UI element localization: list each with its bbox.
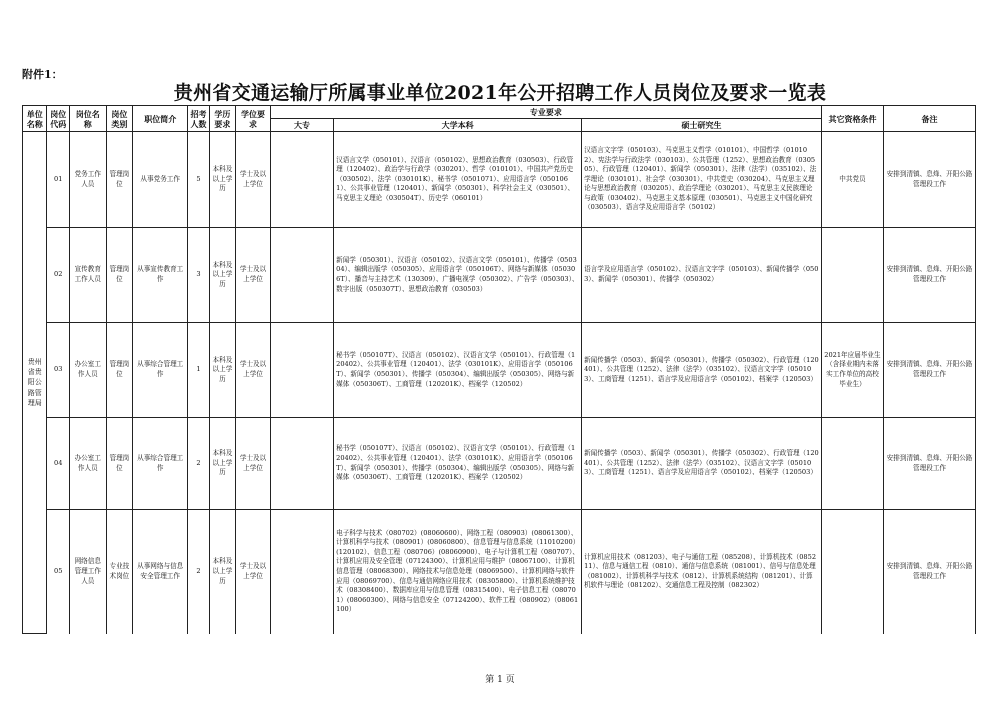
position-intro: 从事网络与信息安全管理工作 bbox=[133, 510, 188, 634]
position-code: 05 bbox=[47, 510, 69, 634]
undergraduate-majors: 秘书学（050107T）、汉语言（050102）、汉语言文学（050101）、行政管理（120402）、公共事业管理（120401）、法学（030101K）、应用语言学（050106T）、新闻学（050301）、传播学（050304）、编辑出版学（050305）、网络与新媒体（050306T）、工商管理（120201K）、档案学（120502） bbox=[334, 323, 582, 418]
education-requirement: 本科及以上学历 bbox=[209, 510, 236, 634]
page-number: 第 1 页 bbox=[485, 675, 515, 685]
position-name: 办公室工作人员 bbox=[69, 418, 106, 510]
remarks: 安排到清镇、息烽、开阳公路管理段工作 bbox=[884, 510, 976, 634]
college-majors bbox=[270, 323, 333, 418]
education-requirement: 本科及以上学历 bbox=[209, 132, 236, 228]
position-code: 04 bbox=[47, 418, 69, 510]
position-intro: 从事综合管理工作 bbox=[133, 418, 188, 510]
remarks: 安排到清镇、息烽、开阳公路管理段工作 bbox=[884, 132, 976, 228]
other-qualifications: 2021年应届毕业生（含择业期内未落实工作单位的高校毕业生） bbox=[821, 323, 883, 418]
header-position-name: 岗位名称 bbox=[69, 106, 106, 132]
table-row bbox=[23, 132, 976, 228]
recruitment-table bbox=[22, 105, 976, 634]
position-intro: 从事综合管理工作 bbox=[133, 323, 188, 418]
remarks: 安排到清镇、息烽、开阳公路管理段工作 bbox=[884, 228, 976, 323]
position-name: 办公室工作人员 bbox=[69, 323, 106, 418]
college-majors bbox=[270, 510, 333, 634]
header-degree: 学位要求 bbox=[236, 106, 271, 132]
position-intro: 从事党务工作 bbox=[133, 132, 188, 228]
position-name: 党务工作人员 bbox=[69, 132, 106, 228]
position-category: 管理岗位 bbox=[106, 418, 133, 510]
remarks: 安排到清镇、息烽、开阳公路管理段工作 bbox=[884, 418, 976, 510]
other-qualifications: 中共党员 bbox=[821, 132, 883, 228]
position-category: 管理岗位 bbox=[106, 228, 133, 323]
position-category: 管理岗位 bbox=[106, 323, 133, 418]
header-undergraduate: 大学本科 bbox=[334, 119, 582, 132]
college-majors bbox=[270, 132, 333, 228]
graduate-majors: 汉语言文字学（050103）、马克思主义哲学（010101）、中国哲学（010102）、宪法学与行政法学（030103）、公共管理（1252）、思想政治教育（030505）、行政管理（120401）、新闻学（050301）、法律（法学）（035102）、法学理论（030101）、社会学（030301）、中共党史（030204）、马克思主义理论与思想政治教育（030205）、政治学理论（030201）、马克思主义民族理论与政策（030402）、马克思主义基本原理（030501）、马克思主义中国化研究（030503）、语言学及应用语言学（50102） bbox=[582, 132, 822, 228]
attachment-label: 附件1： bbox=[22, 68, 63, 81]
degree-requirement: 学士及以上学位 bbox=[236, 228, 271, 323]
header-junior-college: 大专 bbox=[270, 119, 333, 132]
education-requirement: 本科及以上学历 bbox=[209, 228, 236, 323]
header-recruit-count: 招考人数 bbox=[188, 106, 209, 132]
degree-requirement: 学士及以上学位 bbox=[236, 510, 271, 634]
header-education: 学历要求 bbox=[209, 106, 236, 132]
recruit-count: 3 bbox=[188, 228, 209, 323]
college-majors bbox=[270, 418, 333, 510]
table-row bbox=[23, 228, 976, 323]
graduate-majors: 新闻传播学（0503）、新闻学（050301）、传播学（050302）、行政管理（120401）、公共管理（1252）、法律（法学）（035102）、汉语言文字学（050103）、工商管理（1251）、语言学及应用语言学（050102）、档案学（120503） bbox=[582, 418, 822, 510]
graduate-majors: 语言学及应用语言学（050102）、汉语言文字学（050103）、新闻传播学（0503）、新闻学（050301）、传播学（050302） bbox=[582, 228, 822, 323]
position-name: 网络信息管理工作人员 bbox=[69, 510, 106, 634]
position-category: 专业技术岗位 bbox=[106, 510, 133, 634]
undergraduate-majors: 汉语言文学（050101）、汉语言（050102）、思想政治教育（030503）、行政管理（120402）、政治学与行政学（030201）、哲学（010101）、中国共产党历史（030502）、法学（030101K）、秘书学（0501071）、应用语言学（0501061）、公共事业管理（120401）、新闻学（050301）、科学社会主义（030501）、马克思主义理论（030504T）、历史学（060101） bbox=[334, 132, 582, 228]
position-intro: 从事宣传教育工作 bbox=[133, 228, 188, 323]
header-unit-name: 单位名称 bbox=[23, 106, 47, 132]
table-row bbox=[23, 323, 976, 418]
education-requirement: 本科及以上学历 bbox=[209, 418, 236, 510]
other-qualifications bbox=[821, 418, 883, 510]
position-category: 管理岗位 bbox=[106, 132, 133, 228]
position-code: 03 bbox=[47, 323, 69, 418]
undergraduate-majors: 新闻学（050301）、汉语言（050102）、汉语言文学（050101）、传播学（050304）、编辑出版学（050305）、应用语言学（050106T）、网络与新媒体（050306T）、播音与主持艺术（130309）、广播电视学（050302）、广告学（050303）、数字出版（050307T）、思想政治教育（030503） bbox=[334, 228, 582, 323]
table-row bbox=[23, 418, 976, 510]
undergraduate-majors: 电子科学与技术（080702）(08060600）、网络工程（080903）(08061300）、计算机科学与技术（080901）(08060800）、信息管理与信息系统（11010200）(120102）、信息工程（080706）(08060900）、电子与计算机工程（080707）、计算机应用及安全管理（07124300）、计算机应用与维护（08067100）、计算机信息管理（08068300）、网络技术与信息处理（08069500）、计算机网络与软件应用（08069700）、信息与通信网络应用技术（08305800）、计算机系统维护技术（08308400）、数据库应用与信息管理（08315400）、电子信息工程（080701）(08060300）、网络与信息安全（07124200）、软件工程（080902）（08061100） bbox=[334, 510, 582, 634]
header-other-qualifications: 其它资格条件 bbox=[821, 106, 883, 132]
header-position-code: 岗位代码 bbox=[47, 106, 69, 132]
unit-name-cell: 贵州省贵阳公路管理局 bbox=[23, 132, 47, 634]
degree-requirement: 学士及以上学位 bbox=[236, 132, 271, 228]
graduate-majors: 计算机应用技术（081203）、电子与通信工程（085208）、计算机技术（085211）、信息与通信工程（0810）、通信与信息系统（081001）、信号与信息处理（081002）、计算机科学与技术（0812）、计算机系统结构（081201）、计算机软件与理论（081202）、交通信息工程及控制（082302） bbox=[582, 510, 822, 634]
education-requirement: 本科及以上学历 bbox=[209, 323, 236, 418]
other-qualifications bbox=[821, 510, 883, 634]
college-majors bbox=[270, 228, 333, 323]
header-graduate: 硕士研究生 bbox=[582, 119, 822, 132]
header-major-requirements: 专业要求 bbox=[270, 106, 821, 119]
header-position-category: 岗位类别 bbox=[106, 106, 133, 132]
table-row bbox=[23, 510, 976, 634]
remarks: 安排到清镇、息烽、开阳公路管理段工作 bbox=[884, 323, 976, 418]
recruit-count: 2 bbox=[188, 510, 209, 634]
position-code: 01 bbox=[47, 132, 69, 228]
other-qualifications bbox=[821, 228, 883, 323]
page-title: 贵州省交通运输厅所属事业单位2021年公开招聘工作人员岗位及要求一览表 bbox=[173, 82, 827, 104]
recruit-count: 2 bbox=[188, 418, 209, 510]
degree-requirement: 学士及以上学位 bbox=[236, 323, 271, 418]
degree-requirement: 学士及以上学位 bbox=[236, 418, 271, 510]
header-position-intro: 职位简介 bbox=[133, 106, 188, 132]
recruit-count: 1 bbox=[188, 323, 209, 418]
position-name: 宣传教育工作人员 bbox=[69, 228, 106, 323]
recruit-count: 5 bbox=[188, 132, 209, 228]
position-code: 02 bbox=[47, 228, 69, 323]
graduate-majors: 新闻传播学（0503）、新闻学（050301）、传播学（050302）、行政管理（120401）、公共管理（1252）、法律（法学）（035102）、汉语言文字学（050103）、工商管理（1251）、语言学及应用语言学（050102）、档案学（120503） bbox=[582, 323, 822, 418]
header-remarks: 备注 bbox=[884, 106, 976, 132]
undergraduate-majors: 秘书学（050107T）、汉语言（050102）、汉语言文学（050101）、行政管理（120402）、公共事业管理（120401）、法学（030101K）、应用语言学（050106T）、新闻学（050301）、传播学（050304）、编辑出版学（050305）、网络与新媒体（050306T）、工商管理（120201K）、档案学（120502） bbox=[334, 418, 582, 510]
